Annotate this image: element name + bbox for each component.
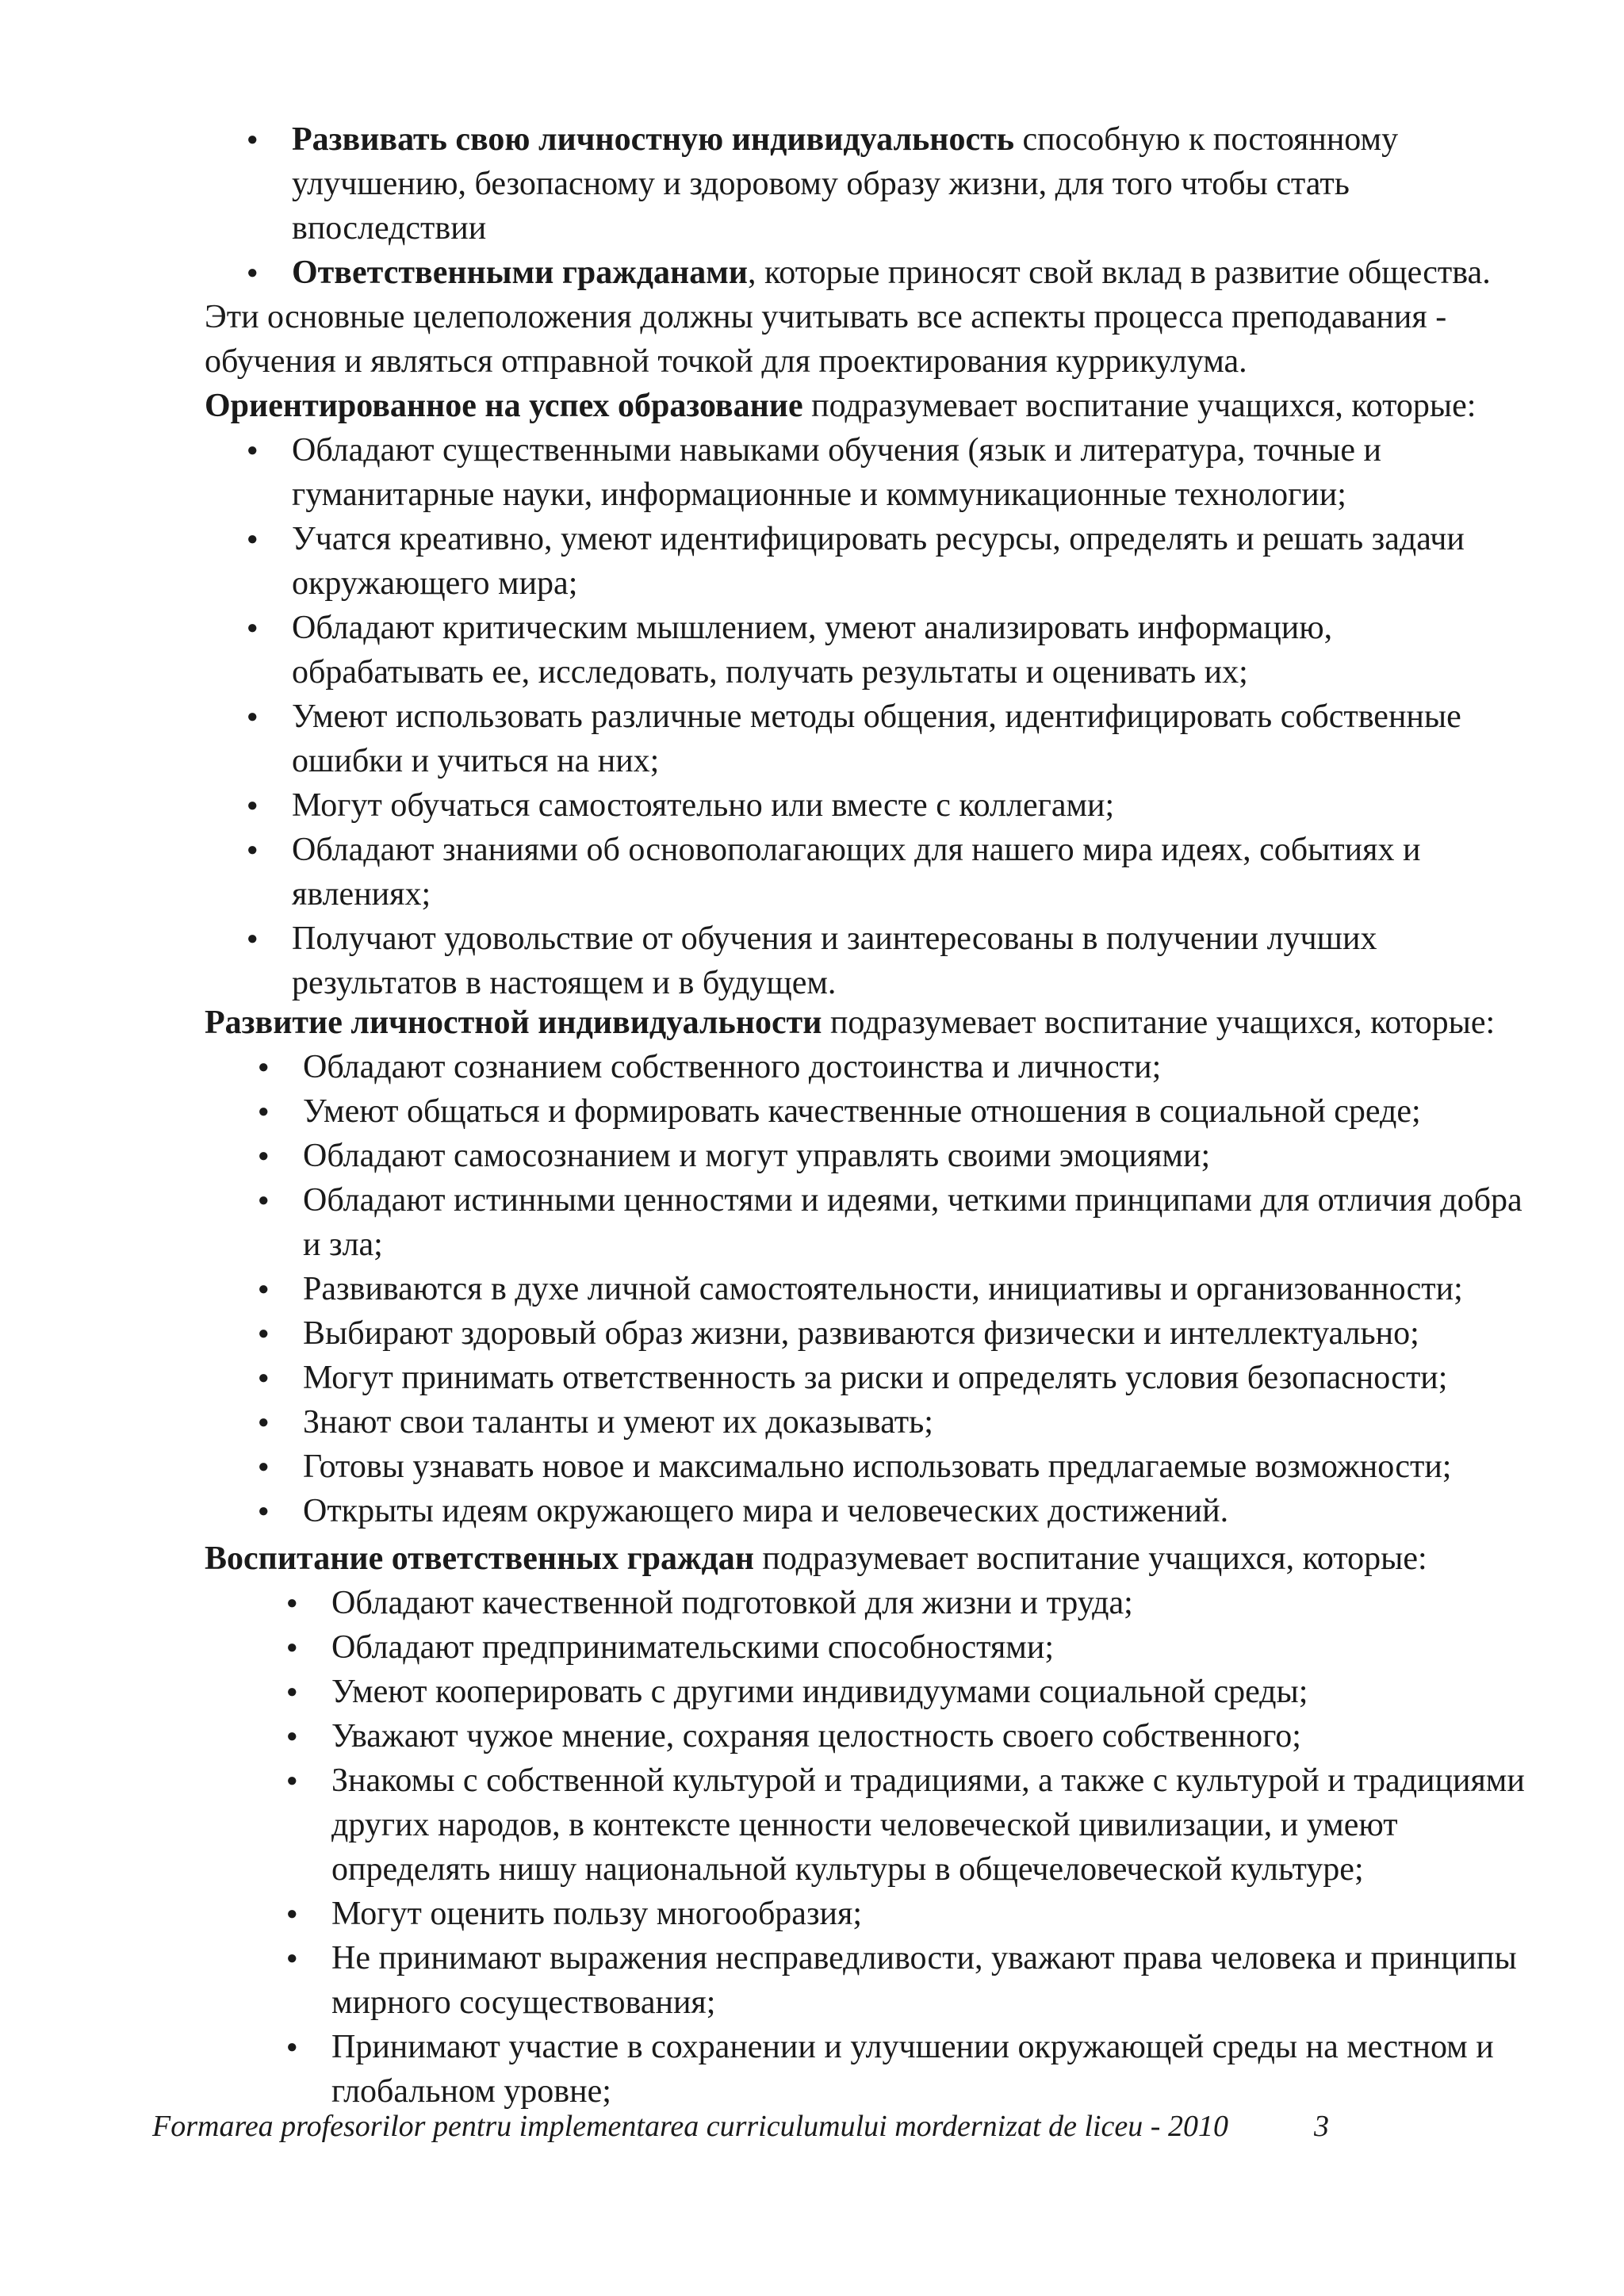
- heading-bold: Ориентированное на успех образование: [205, 388, 803, 424]
- list-item: ● Знакомы с собственной культурой и традициями, а также с культурой и традициями других народов, в контексте ценности человеческой цивилизации, и умеют определять нишу национальной культуры в общечеловеческой культуре;: [331, 1758, 1529, 1892]
- list-item: ● Обладают сознанием собственного достоинства и личности;: [303, 1045, 1524, 1089]
- list-item: ● Учатся креативно, умеют идентифицировать ресурсы, определять и решать задачи окружающего мира;: [292, 517, 1529, 606]
- list-item: ● Получают удовольствие от обучения и заинтересованы в получении лучших результатов в настоящем и в будущем.: [292, 916, 1529, 1005]
- list-item: ● Не принимают выражения несправедливости, уважают права человека и принципы мирного сосуществования;: [331, 1936, 1529, 2025]
- item-text: способную к постоянному улучшению, безопасному и здоровому образу жизни, для того чтобы стать впоследствии: [292, 121, 1399, 247]
- page-footer: Formarea profesorilor pentru implementarea curriculumului mordernizat de liceu - 2010: [152, 2110, 1228, 2143]
- list-item: ● Принимают участие в сохранении и улучшении окружающей среды на местном и глобальном уровне;: [331, 2025, 1529, 2114]
- list-item: ● Обладают предпринимательскими способностями;: [331, 1625, 1529, 1670]
- citizens-list: [331, 1581, 1529, 2114]
- list-item: ● Могут обучаться самостоятельно или вместе с коллегами;: [292, 783, 1529, 828]
- section-personality-heading: [205, 1001, 1505, 1045]
- list-item: ● Обладают качественной подготовкой для жизни и труда;: [331, 1581, 1529, 1625]
- list-item: [292, 251, 1529, 295]
- list-item: ● Открыты идеям окружающего мира и человеческих достижений.: [303, 1489, 1524, 1533]
- heading-bold: Развитие личностной индивидуальности: [205, 1004, 822, 1041]
- list-item: ● Готовы узнавать новое и максимально использовать предлагаемые возможности;: [303, 1445, 1524, 1489]
- list-item: ● Умеют кооперировать с другими индивидуумами социальной среды;: [331, 1670, 1529, 1714]
- list-item: ● Умеют использовать различные методы общения, идентифицировать собственные ошибки и учиться на них;: [292, 695, 1529, 783]
- list-item: ● Знают свои таланты и умеют их доказывать;: [303, 1400, 1524, 1445]
- list-item: ● Умеют общаться и формировать качественные отношения в социальной среде;: [303, 1089, 1524, 1134]
- heading-rest: подразумевает воспитание учащихся, которые:: [822, 1004, 1496, 1041]
- heading-rest: подразумевает воспитание учащихся, которые:: [802, 388, 1477, 424]
- intro-paragraph: Эти основные целеположения должны учитывать все аспекты процесса преподавания - обучения и являться отправной точкой для проектирования куррикулума.: [205, 299, 1447, 380]
- list-item: [292, 117, 1529, 251]
- item-bold-text: Развивать свою личностную индивидуальность: [292, 121, 1014, 158]
- page-number: 3: [1314, 2110, 1329, 2143]
- personality-list: [303, 1045, 1524, 1533]
- heading-bold: Воспитание ответственных граждан: [205, 1540, 754, 1577]
- list-item: ● Обладают существенными навыками обучения (язык и литература, точные и гуманитарные науки, информационные и коммуникационные технологии;: [292, 428, 1529, 517]
- goals-list: [292, 117, 1529, 295]
- list-item: ● Могут принимать ответственность за риски и определять условия безопасности;: [303, 1356, 1524, 1400]
- item-text: , которые приносят свой вклад в развитие общества.: [748, 254, 1491, 291]
- list-item: ● Обладают истинными ценностями и идеями, четкими принципами для отличия добра и зла;: [303, 1178, 1524, 1267]
- list-item: ● Выбирают здоровый образ жизни, развиваются физически и интеллектуально;: [303, 1311, 1524, 1356]
- list-item: ● Развиваются в духе личной самостоятельности, инициативы и организованности;: [303, 1267, 1524, 1311]
- success-list: [292, 428, 1529, 1005]
- list-item: ● Обладают знаниями об основополагающих для нашего мира идеях, событиях и явлениях;: [292, 828, 1529, 916]
- list-item: ● Могут оценить пользу многообразия;: [331, 1892, 1529, 1936]
- heading-rest: подразумевает воспитание учащихся, которые:: [753, 1540, 1427, 1577]
- item-bold-text: Ответственными гражданами: [292, 254, 748, 291]
- list-item: ● Уважают чужое мнение, сохраняя целостность своего собственного;: [331, 1714, 1529, 1758]
- section-success-heading: [205, 384, 1505, 428]
- list-item: ● Обладают критическим мышлением, умеют анализировать информацию, обрабатывать ее, исследовать, получать результаты и оценивать их;: [292, 606, 1529, 695]
- section-citizens-heading: [205, 1536, 1505, 1581]
- list-item: ● Обладают самосознанием и могут управлять своими эмоциями;: [303, 1134, 1524, 1178]
